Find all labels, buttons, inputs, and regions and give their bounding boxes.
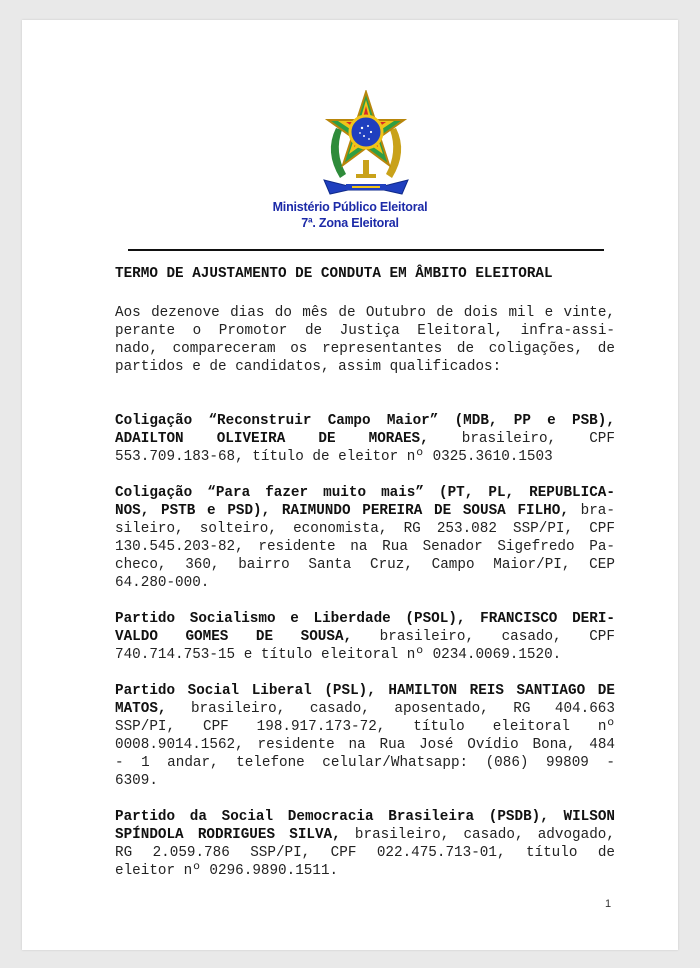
word: MORAES, (368, 431, 429, 447)
word: casado, (501, 629, 562, 645)
word: nº (183, 863, 201, 879)
word: MATOS, (115, 701, 167, 717)
word: José (419, 737, 454, 753)
text-line (115, 826, 615, 844)
word: PEREIRA (362, 503, 423, 519)
org-name: Ministério Público Eleitoral (272, 200, 428, 214)
word: candidatos, (235, 359, 330, 375)
word: (PSDB), (488, 809, 549, 825)
word: PP (513, 413, 531, 429)
word: advogado, (537, 827, 615, 843)
word: Brasileira (388, 809, 475, 825)
word: SILVA, (289, 827, 341, 843)
text-line (115, 430, 615, 448)
text-line (115, 412, 615, 430)
word: do (274, 305, 292, 321)
word: 0234.0069.1520. (432, 647, 562, 663)
word: PSB), (572, 413, 615, 429)
word: de (597, 845, 615, 861)
word: Coligação (115, 485, 193, 501)
party-paragraph (115, 682, 615, 790)
word: título (252, 449, 304, 465)
word: - (606, 755, 615, 771)
word: fazer (265, 485, 309, 501)
word: vinte, (563, 305, 615, 321)
word: Promotor (218, 323, 288, 339)
word: 360, (185, 557, 220, 573)
word: CPF (202, 719, 229, 735)
word: CPF (589, 521, 615, 537)
word: título (525, 845, 578, 861)
word: Maior/PI, (493, 557, 571, 573)
word: eleitor (338, 449, 399, 465)
brazil-coat-of-arms-icon (318, 90, 414, 202)
word: Ovídio (467, 737, 519, 753)
page-number: 1 (605, 898, 612, 910)
text-line (115, 304, 615, 322)
word: OLIVEIRA (216, 431, 286, 447)
word: Democracia (287, 809, 374, 825)
word: dezenove (151, 305, 220, 321)
word: SOUSA, (300, 629, 353, 645)
word: Eleitoral, (417, 323, 504, 339)
word: SANTIAGO (516, 683, 586, 699)
word: - (115, 755, 124, 771)
word: DE (255, 629, 274, 645)
word: 553.709.183-68, (115, 449, 244, 465)
word: mês (302, 305, 329, 321)
text-line (115, 754, 615, 772)
word: “Reconstruir (208, 413, 312, 429)
word: (PSL), (324, 683, 376, 699)
word: SOUSA (462, 503, 506, 519)
word: 64.280-000. (115, 575, 210, 591)
word: representantes (322, 341, 443, 357)
word: Outubro (365, 305, 426, 321)
word: Sigefredo (497, 539, 575, 555)
text-line (115, 340, 615, 358)
word: (086) (485, 755, 529, 771)
word: Partido (115, 611, 176, 627)
word: (PSOL), (405, 611, 466, 627)
word: qualificados: (389, 359, 502, 375)
word: ADAILTON (115, 431, 184, 447)
word: residente (257, 737, 335, 753)
word: e (290, 611, 299, 627)
word: 484 (589, 737, 615, 753)
text-line (115, 610, 615, 628)
word: bairro (238, 557, 290, 573)
word: PSD), (227, 503, 271, 519)
party-paragraph (115, 412, 615, 466)
word: de (209, 359, 227, 375)
word: bra- (580, 503, 615, 519)
word: mais” (381, 485, 424, 501)
word: (PT, (439, 485, 474, 501)
word: CPF (589, 629, 615, 645)
word: casado, (463, 827, 524, 843)
word: 740.714.753-15 (115, 647, 236, 663)
word: o (192, 323, 202, 339)
word: Campo (327, 413, 371, 429)
word: dois (463, 305, 499, 321)
word: Partido (115, 809, 176, 825)
party-paragraph (115, 610, 615, 664)
word: CEP (589, 557, 615, 573)
word: e (547, 413, 556, 429)
word: RG (115, 845, 133, 861)
word: brasileiro, (379, 629, 475, 645)
word: aposentado, (394, 701, 489, 717)
word: FRANCISCO (480, 611, 558, 627)
word: nº (406, 449, 424, 465)
word: REPUBLICA- (529, 485, 615, 501)
word: brasileiro, (190, 701, 286, 717)
word: 2.059.786 (152, 845, 230, 861)
word: DE (433, 503, 452, 519)
document-title: TERMO DE AJUSTAMENTO DE CONDUTA EM ÂMBITO ELEITORAL (115, 266, 553, 282)
word: brasileiro, (354, 827, 450, 843)
word: RAIMUNDO (281, 503, 351, 519)
word: CPF (589, 431, 615, 447)
text-line (115, 502, 615, 520)
word: e (544, 305, 554, 321)
word: Pa- (589, 539, 615, 555)
word: 404.663 (554, 701, 615, 717)
text-line (115, 358, 615, 376)
word: 198.917.173-72, (256, 719, 386, 735)
word: SSP/PI, (250, 845, 311, 861)
word: 0008.9014.1562, (115, 737, 244, 753)
text-line (115, 736, 615, 754)
word: eleitoral (492, 719, 570, 735)
word: Rua (379, 737, 406, 753)
word: os (290, 341, 308, 357)
text-line (115, 484, 615, 502)
word: PL, (488, 485, 515, 501)
word: brasileiro, (461, 431, 557, 447)
word: REIS (469, 683, 504, 699)
word: de (304, 323, 323, 339)
text-line (115, 628, 615, 646)
word: checo, (115, 557, 167, 573)
word: Campo (431, 557, 475, 573)
word: Senador (422, 539, 483, 555)
word: GOMES (185, 629, 229, 645)
word: de (597, 341, 615, 357)
word: RODRIGUES (197, 827, 276, 843)
word: assim (338, 359, 382, 375)
word: 99809 (545, 755, 589, 771)
word: PSTB (161, 503, 196, 519)
text-line (115, 700, 615, 718)
word: DERI- (572, 611, 615, 627)
word: VALDO (115, 629, 158, 645)
word: nº (597, 719, 615, 735)
word: coligações, (488, 341, 584, 357)
word: infra-assi- (520, 323, 615, 339)
word: WILSON (563, 809, 615, 825)
text-line (115, 844, 615, 862)
word: CPF (330, 845, 357, 861)
word: 253.082 (436, 521, 497, 537)
word: muito (323, 485, 367, 501)
word: RG (513, 701, 531, 717)
word: SSP/PI, (513, 521, 574, 537)
text-line (115, 718, 615, 736)
word: de (338, 305, 356, 321)
word: 6309. (115, 773, 158, 789)
word: DE (597, 683, 615, 699)
document-page (22, 20, 678, 950)
word: Santa (308, 557, 352, 573)
word: (MDB, (454, 413, 498, 429)
text-line (115, 772, 615, 790)
word: dias (230, 305, 265, 321)
word: economista, (293, 521, 388, 537)
word: Liberal (251, 683, 312, 699)
word: eleitoral (320, 647, 399, 663)
word: Rua (382, 539, 408, 555)
word: HAMILTON (388, 683, 458, 699)
word: “Para (207, 485, 251, 501)
word: celular/Whatsapp: (322, 755, 469, 771)
word: Liberdade (313, 611, 391, 627)
word: Cruz, (370, 557, 413, 573)
zone-name: 7ª. Zona Eleitoral (301, 216, 399, 230)
text-line (115, 322, 615, 340)
word: residente (258, 539, 336, 555)
text-line (115, 538, 615, 556)
word: andar, (167, 755, 219, 771)
word: de (436, 305, 454, 321)
text-line (115, 520, 615, 538)
word: eleitor (115, 863, 176, 879)
word: casado, (309, 701, 370, 717)
text-line (115, 862, 615, 880)
word: da (189, 809, 207, 825)
word: telefone (236, 755, 305, 771)
text-line (115, 682, 615, 700)
word: Partido (115, 683, 176, 699)
word: Social (187, 683, 240, 699)
word: na (348, 737, 366, 753)
word: Bona, (532, 737, 576, 753)
word: nº (406, 647, 424, 663)
word: Socialismo (189, 611, 276, 627)
word: de (312, 449, 330, 465)
word: de (456, 341, 475, 357)
word: 0325.3610.1503 (432, 449, 553, 465)
word: NOS, (115, 503, 150, 519)
word: 022.475.713-01, (376, 845, 506, 861)
word: perante (115, 323, 176, 339)
text-line (115, 808, 615, 826)
word: FILHO, (517, 503, 569, 519)
word: partidos (115, 359, 184, 375)
word: título (260, 647, 313, 663)
intro-paragraph (115, 304, 615, 376)
word: compareceram (172, 341, 276, 357)
word: Coligação (115, 413, 193, 429)
word: mil (508, 305, 535, 321)
word: e (192, 359, 201, 375)
word: na (350, 539, 368, 555)
word: e (207, 503, 216, 519)
word: nado, (115, 341, 158, 357)
word: SSP/PI, (115, 719, 176, 735)
word: DE (318, 431, 336, 447)
word: Maior” (386, 413, 439, 429)
header-divider (128, 249, 604, 251)
text-line (115, 448, 615, 466)
word: Aos (115, 305, 141, 321)
word: e (243, 647, 253, 663)
word: RG (403, 521, 421, 537)
word: título (413, 719, 465, 735)
word: Social (221, 809, 274, 825)
party-paragraph (115, 808, 615, 880)
text-line (115, 646, 615, 664)
text-line (115, 574, 615, 592)
word: sileiro, (115, 521, 184, 537)
text-line (115, 556, 615, 574)
word: 130.545.203-82, (115, 539, 244, 555)
word: SPÍNDOLA (115, 827, 184, 843)
word: 1 (141, 755, 150, 771)
word: Justiça (339, 323, 400, 339)
party-paragraph (115, 484, 615, 592)
word: solteiro, (199, 521, 277, 537)
word: 0296.9890.1511. (209, 863, 339, 879)
